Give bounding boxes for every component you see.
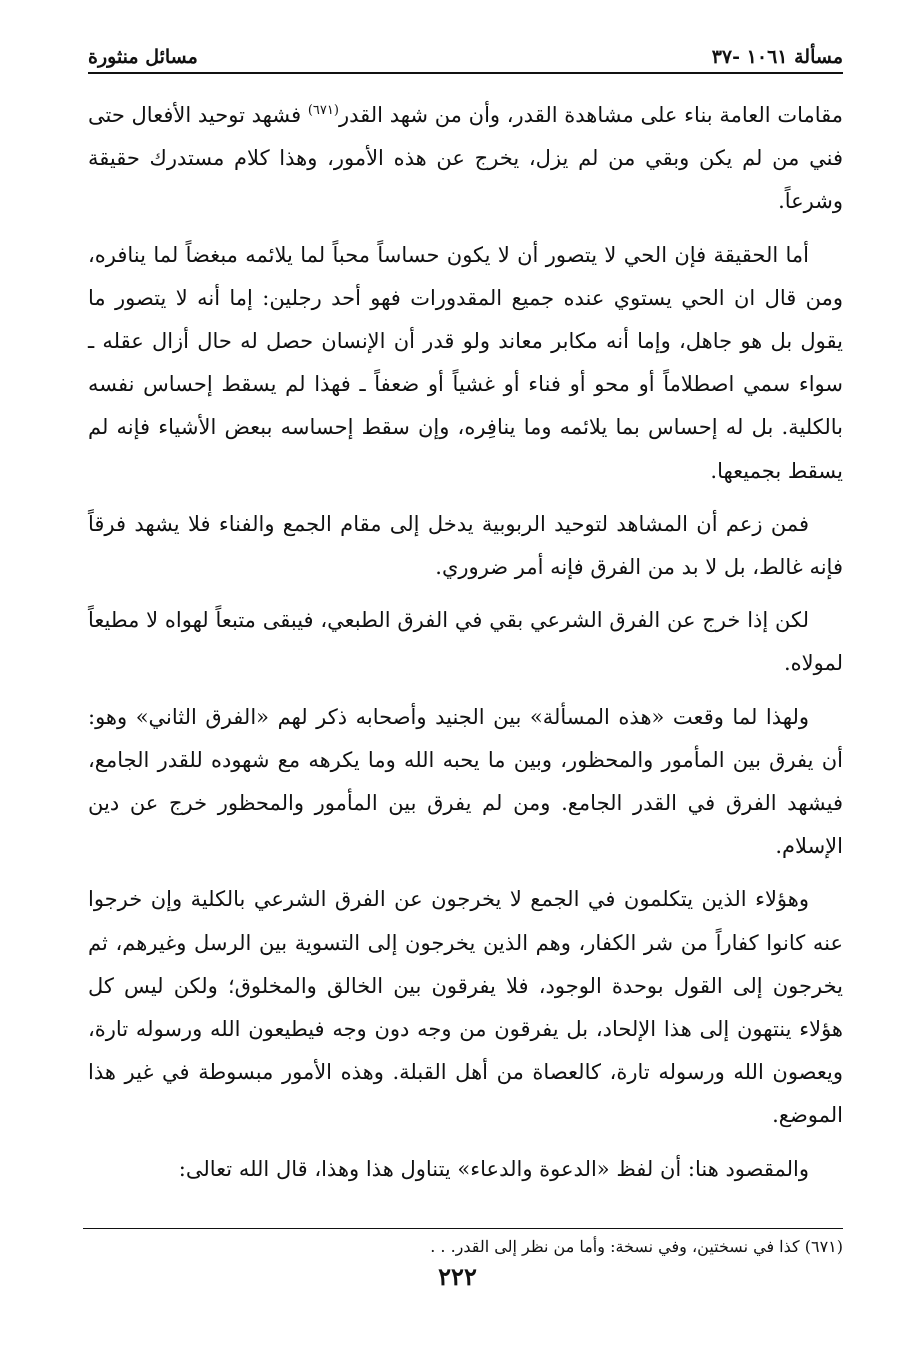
footnote: (٦٧١) كذا في نسختين، وفي نسخة: وأما من نظر إلى القدر. . .	[430, 1237, 843, 1256]
issue-number: مسألة ١٠٦١ -٣٧	[711, 46, 843, 68]
footnote-reference: (٦٧١)	[307, 103, 339, 118]
paragraph-7: والمقصود هنا: أن لفظ «الدعوة والدعاء» يتناول هذا وهذا، قال الله تعالى:	[178, 1156, 809, 1181]
main-text	[88, 94, 843, 1191]
paragraph-6: وهؤلاء الذين يتكلمون في الجمع لا يخرجون عن الفرق الشرعي بالكلية وإن خرجوا عنه كانوا كفاراً من شر الكفار، وهم الذين يخرجون إلى التسوية بين الرسل وغيرهم، ثم يخرجون إلى القول بوحدة الوجود، فلا يفرقون بين الخالق والمخلوق؛ ولكن ليس كل هؤلاء ينتهون إلى هذا الإلحاد، بل يفرقون من وجه دون وجه فيطيعون الله ورسوله تارة، ويعصون الله ورسوله تارة، كالعصاة من أهل القبلة. وهذه الأمور مبسوطة في غير هذا الموضع.	[88, 887, 843, 1128]
paragraph-5: ولهذا لما وقعت «هذه المسألة» بين الجنيد وأصحابه ذكر لهم «الفرق الثاني» وهو: أن يفرق بين المأمور والمحظور، وبين ما يحبه الله وما يكرهه مع شهوده للقدر الجامع، فيشهد الفرق في القدر الجامع. ومن لم يفرق بين المأمور والمحظور خرج عن دين الإسلام.	[88, 704, 843, 859]
paragraph-3: فمن زعم أن المشاهد لتوحيد الربوبية يدخل إلى مقام الجمع والفناء فلا يشهد فرقاً فإنه غالط، بل لا بد من الفرق فإنه أمر ضروري.	[88, 511, 843, 580]
book-title: مسائل منثورة	[88, 46, 198, 68]
paragraph-1	[88, 94, 843, 224]
paragraph-4: لكن إذا خرج عن الفرق الشرعي بقي في الفرق الطبعي، فيبقى متبعاً لهواه لا مطيعاً لمولاه.	[88, 608, 843, 676]
page-number: ٢٢٢	[438, 1262, 477, 1291]
paragraph-1-end: فشهد توحيد الأفعال حتى فني من لم يكن وبقي من لم يزل، يخرج عن هذه الأمور، وهذا كلام مستدرك حقيقة وشرعاً.	[88, 103, 843, 214]
paragraph-1-start: مقامات العامة بناء على مشاهدة القدر، وأن من شهد القدر	[338, 103, 844, 127]
paragraph-2: أما الحقيقة فإن الحي لا يتصور أن لا يكون حساساً محباً لما يلائمه مبغضاً لما ينافره، ومن قال ان الحي يستوي عنده جميع المقدورات فهو أحد رجلين: إما أنه لا يتصور ما يقول بل هو جاهل، وإما أنه مكابر معاند ولو قدر أن الإنسان حصل له حال أزال عقله ـ سواء سمي اصطلاماً أو محو أو فناء أو غشياً أو ضعفاً ـ فهذا لم يسقط إحساس نفسه بالكلية. بل له إحساس بما يلائمه وما ينافِره، وإن سقط إحساسه ببعض الأشياء فإنه لم يسقط بجميعها.	[88, 242, 843, 483]
running-header	[88, 30, 843, 74]
footnote-divider	[83, 1228, 843, 1229]
